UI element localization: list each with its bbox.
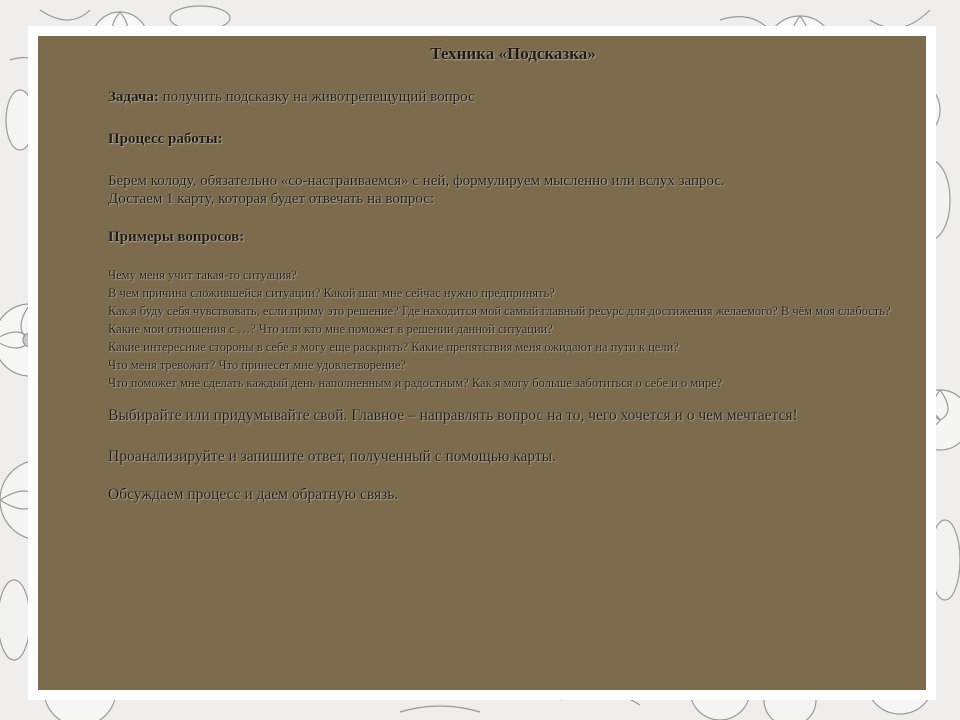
slide-title: Техника «Подсказка» bbox=[430, 44, 596, 63]
question-list bbox=[108, 266, 898, 392]
task-label: Задача: bbox=[108, 89, 159, 105]
examples-heading: Примеры вопросов: bbox=[108, 229, 245, 245]
question-item: Какие интересные стороны в себе я могу еще раскрыть? Какие препятствия меня ожидают на пути к цели? bbox=[108, 340, 679, 354]
task-line bbox=[108, 88, 898, 106]
question-item: Какие мои отношения с …? Что или кто мне поможет в решении данной ситуации? bbox=[108, 322, 553, 336]
process-heading: Процесс работы: bbox=[108, 131, 223, 147]
slide-content bbox=[108, 40, 898, 504]
process-line-1: Берем колоду, обязательно «со-настраиваемся» с ней, формулируем мысленно или вслух запрос. bbox=[108, 173, 725, 189]
question-item: Что меня тревожит? Что принесет мне удовлетворение? bbox=[108, 358, 406, 372]
question-item: В чем причина сложившейся ситуации? Какой шаг мне сейчас нужно предпринять? bbox=[108, 286, 555, 300]
question-item: Что поможет мне сделать каждый день наполненным и радостным? Как я могу больше заботиться о себе и о мире? bbox=[108, 376, 723, 390]
process-text bbox=[108, 172, 898, 208]
question-item: Чему меня учит такая-то ситуация? bbox=[108, 268, 297, 282]
analyze-text: Проанализируйте и запишите ответ, полученный с помощью карты. bbox=[108, 448, 557, 465]
choose-text: Выбирайте или придумывайте свой. Главное – направлять вопрос на то, чего хочется и о чем мечтается! bbox=[108, 407, 798, 424]
process-line-2: Достаем 1 карту, которая будет отвечать на вопрос: bbox=[108, 191, 435, 207]
question-item: Как я буду себя чувствовать, если приму это решение? Где находится мой самый главный ресурс для достижения желаемого? В чём моя слабость? bbox=[108, 304, 891, 318]
task-text: получить подсказку на животрепещущий вопрос bbox=[158, 89, 475, 105]
discuss-text: Обсуждаем процесс и даем обратную связь. bbox=[108, 486, 399, 503]
